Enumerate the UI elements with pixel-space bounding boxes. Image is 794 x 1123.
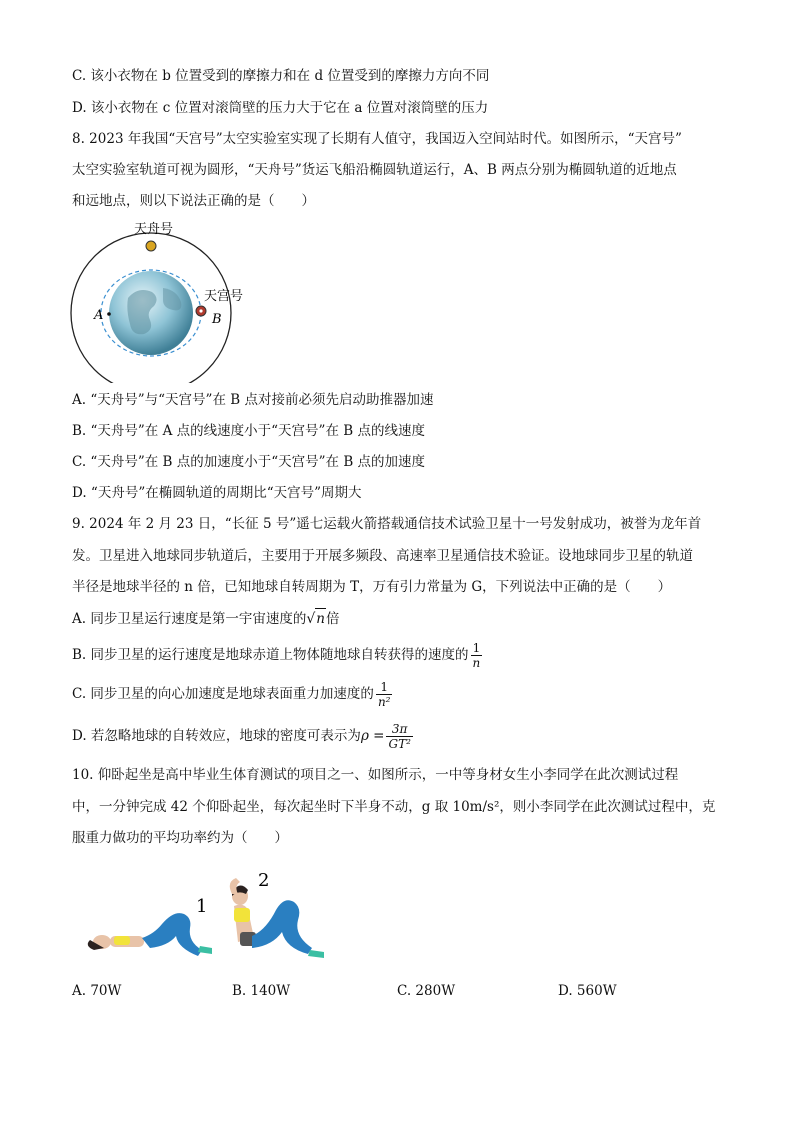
tianzhou-craft <box>146 241 156 251</box>
q9-stem-line-3: 半径是地球半径的 n 倍，已知地球自转周期为 T，万有引力常量为 G，下列说法中正确的是（ ） <box>72 579 672 595</box>
sqrt-n: n <box>315 608 326 629</box>
q9-stem-line-2: 发。卫星进入地球同步轨道后，主要用于开展多频段、高速率卫星通信技术验证。设地球同步卫星的轨道 <box>72 548 693 564</box>
sports-bra <box>114 936 130 945</box>
q8-option-b: B. “天舟号”在 A 点的线速度小于“天宫号”在 B 点的线速度 <box>72 423 425 439</box>
label-position-2: 2 <box>258 870 270 891</box>
q9-option-a: A. 同步卫星运行速度是第一宇宙速度的√n倍 <box>72 608 339 629</box>
fraction-density <box>386 722 412 751</box>
point-a-marker <box>107 312 111 316</box>
label-tiangong: 天宫号 <box>204 289 244 304</box>
q9-option-a-tail: 倍 <box>325 611 340 627</box>
situp-figure <box>82 866 362 966</box>
q7-option-c: C. 该小衣物在 b 位置受到的摩擦力和在 d 位置受到的摩擦力方向不同 <box>72 68 490 84</box>
person-sitting <box>230 878 324 958</box>
q8-stem-line-3: 和远地点，则以下说法正确的是（ ） <box>72 193 315 209</box>
q8-stem-line-1: 8. 2023 年我国“天宫号”太空实验室实现了长期有人值守，我国迈入空间站时代。如图所示，“天宫号” <box>72 131 682 147</box>
fraction-numerator: 1 <box>471 641 483 656</box>
q10-stem-line-2: 中，一分钟完成 42 个仰卧起坐，每次起坐时下半身不动，g 取 10m/s²，则小李同学在此次测试过程中，克 <box>72 799 716 815</box>
legs <box>142 913 202 956</box>
q9-option-b-text: B. 同步卫星的运行速度是地球赤道上物体随地球自转获得的速度的 <box>72 647 469 663</box>
label-point-a: A <box>94 308 104 323</box>
q9-option-c-text: C. 同步卫星的向心加速度是地球表面重力加速度的 <box>72 686 374 702</box>
tiangong-station-core <box>199 309 202 312</box>
density-symbol: ρ = <box>360 728 385 744</box>
q10-option-b: B. 140W <box>232 983 291 999</box>
label-point-b: B <box>212 312 222 327</box>
q10-option-c: C. 280W <box>397 983 456 999</box>
q10-stem-line-3: 服重力做功的平均功率约为（ ） <box>72 830 288 846</box>
q9-option-d <box>72 722 415 751</box>
orbit-diagram <box>68 218 268 383</box>
fraction-numerator: 1 <box>376 680 393 695</box>
fraction-denominator: n <box>472 656 481 670</box>
q8-option-c: C. “天舟号”在 B 点的加速度小于“天宫号”在 B 点的加速度 <box>72 454 426 470</box>
q9-option-d-text: D. 若忽略地球的自转效应，地球的密度可表示为 <box>72 728 361 744</box>
fraction-1-over-n <box>471 641 483 670</box>
q9-option-a-text: A. 同步卫星运行速度是第一宇宙速度的 <box>72 611 307 627</box>
q10-option-a: A. 70W <box>72 983 122 999</box>
sports-bra <box>234 908 250 922</box>
q8-option-a: A. “天舟号”与“天宫号”在 B 点对接前必须先启动助推器加速 <box>72 392 434 408</box>
q9-option-b <box>72 641 484 670</box>
fraction-denominator: n² <box>377 695 391 709</box>
q8-option-d: D. “天舟号”在椭圆轨道的周期比“天宫号”周期大 <box>72 485 362 501</box>
person-lying <box>88 913 212 956</box>
q9-option-c <box>72 680 394 709</box>
legs <box>252 900 312 954</box>
fraction-numerator: 3π <box>386 722 412 737</box>
label-position-1: 1 <box>196 896 208 917</box>
q9-stem-line-1: 9. 2024 年 2 月 23 日，“长征 5 号”遥七运载火箭搭载通信技术试验卫星十一号发射成功，被誉为龙年首 <box>72 516 702 532</box>
q8-stem-line-2: 太空实验室轨道可视为圆形，“天舟号”货运飞船沿椭圆轨道运行，A、B 两点分别为椭圆轨道的近地点 <box>72 162 677 178</box>
earth-globe <box>109 271 193 355</box>
q7-option-d: D. 该小衣物在 c 位置对滚筒壁的压力大于它在 a 位置对滚筒壁的压力 <box>72 100 489 116</box>
fraction-denominator: GT² <box>388 737 411 751</box>
label-tianzhou: 天舟号 <box>134 222 174 237</box>
shoes <box>308 950 324 958</box>
fraction-1-over-n-squared <box>376 680 393 709</box>
q10-stem-line-1: 10. 仰卧起坐是高中毕业生体育测试的项目之一、如图所示，一中等身材女生小李同学在此次测试过程 <box>72 767 679 783</box>
q10-option-d: D. 560W <box>558 983 617 999</box>
